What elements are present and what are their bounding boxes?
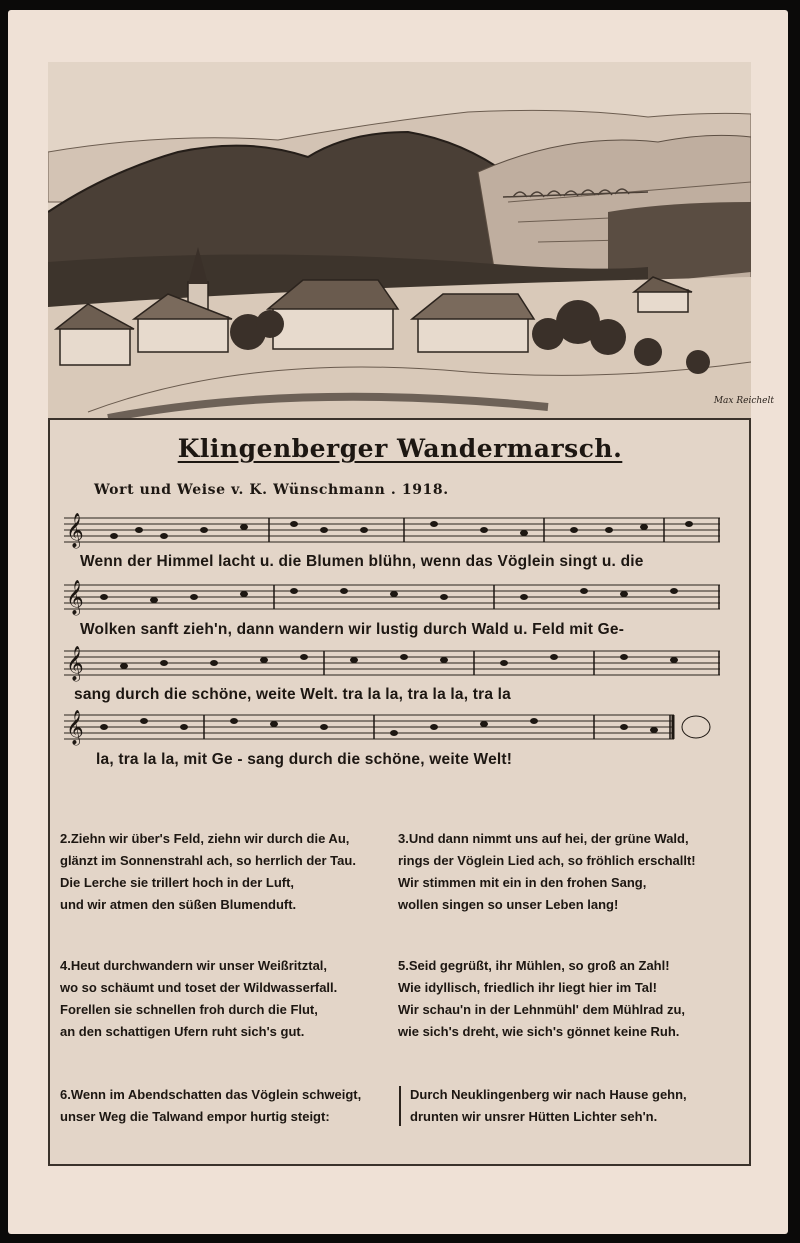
verse-line: wo so schäumt und toset der Wildwasserfall. [60,980,338,995]
svg-text:𝄞: 𝄞 [66,513,84,548]
verse-line: an den schattigen Ufern ruht sich's gut. [60,1024,305,1039]
music-staff-2 [64,577,720,617]
verse-line: drunten wir unsrer Hütten Lichter seh'n. [410,1109,658,1124]
verse-line: Durch Neuklingenberg wir nach Hause gehn, [410,1087,687,1102]
verse-line: unser Weg die Talwand empor hurtig steigt: [60,1109,330,1124]
verse-line: 5.Seid gegrüßt, ihr Mühlen, so groß an Zahl! [398,958,670,973]
verse-line: 2.Ziehn wir über's Feld, ziehn wir durch die Au, [60,831,350,846]
lyric-line-4: la, tra la la, mit Ge - sang durch die schöne, weite Welt! [96,751,513,768]
verse-line: 4.Heut durchwandern wir unser Weißritztal, [60,958,328,973]
artist-signature: Max Reichelt [713,396,774,406]
verse-line: wie sich's dreht, wie sich's gönnet keine Ruh. [398,1024,680,1039]
landscape-illustration [48,62,751,420]
music-staff-4 [64,707,720,747]
svg-text:𝄞: 𝄞 [66,646,84,681]
song-credit: Wort und Weise v. K. Wünschmann . 1918. [94,482,449,498]
verse-line: Wir stimmen mit ein in den frohen Sang, [398,875,647,890]
verse-6 [60,1084,361,1128]
verse-line: Die Lerche sie trillert hoch in der Luft, [60,875,295,890]
verse-line: und wir atmen den süßen Blumenduft. [60,897,297,912]
verse-line: Wir schau'n in der Lehnmühl' dem Mühlrad zu, [398,1002,686,1017]
verse-6-continued [410,1084,687,1128]
music-staff-1 [64,510,720,550]
music-staff-3 [64,643,720,683]
verse-line: wollen singen so unser Leben lang! [398,897,619,912]
song-title: Klingenberger Wandermarsch. [177,434,623,463]
svg-text:𝄞: 𝄞 [66,580,84,615]
verse-line: glänzt im Sonnenstrahl ach, so herrlich der Tau. [60,853,356,868]
lyric-line-3: sang durch die schöne, weite Welt. tra la la, tra la la, tra la [74,686,511,703]
svg-text:𝄞: 𝄞 [66,710,84,745]
verse-2 [60,828,356,916]
lyric-line-1: Wenn der Himmel lacht u. die Blumen blühn, wenn das Vöglein singt u. die [80,553,644,570]
verse-line: 6.Wenn im Abendschatten das Vöglein schweigt, [60,1087,362,1102]
verse-line: 3.Und dann nimmt uns auf hei, der grüne Wald, [398,831,689,846]
verse-4 [60,955,337,1043]
verse-3 [398,828,696,916]
verse-divider [399,1086,401,1126]
verse-5 [398,955,685,1043]
verse-line: rings der Vöglein Lied ach, so fröhlich erschallt! [398,853,696,868]
verse-line: Forellen sie schnellen froh durch die Flut, [60,1002,318,1017]
lyric-line-2: Wolken sanft zieh'n, dann wandern wir lustig durch Wald u. Feld mit Ge- [80,621,625,638]
verse-line: Wie idyllisch, friedlich ihr liegt hier im Tal! [398,980,657,995]
